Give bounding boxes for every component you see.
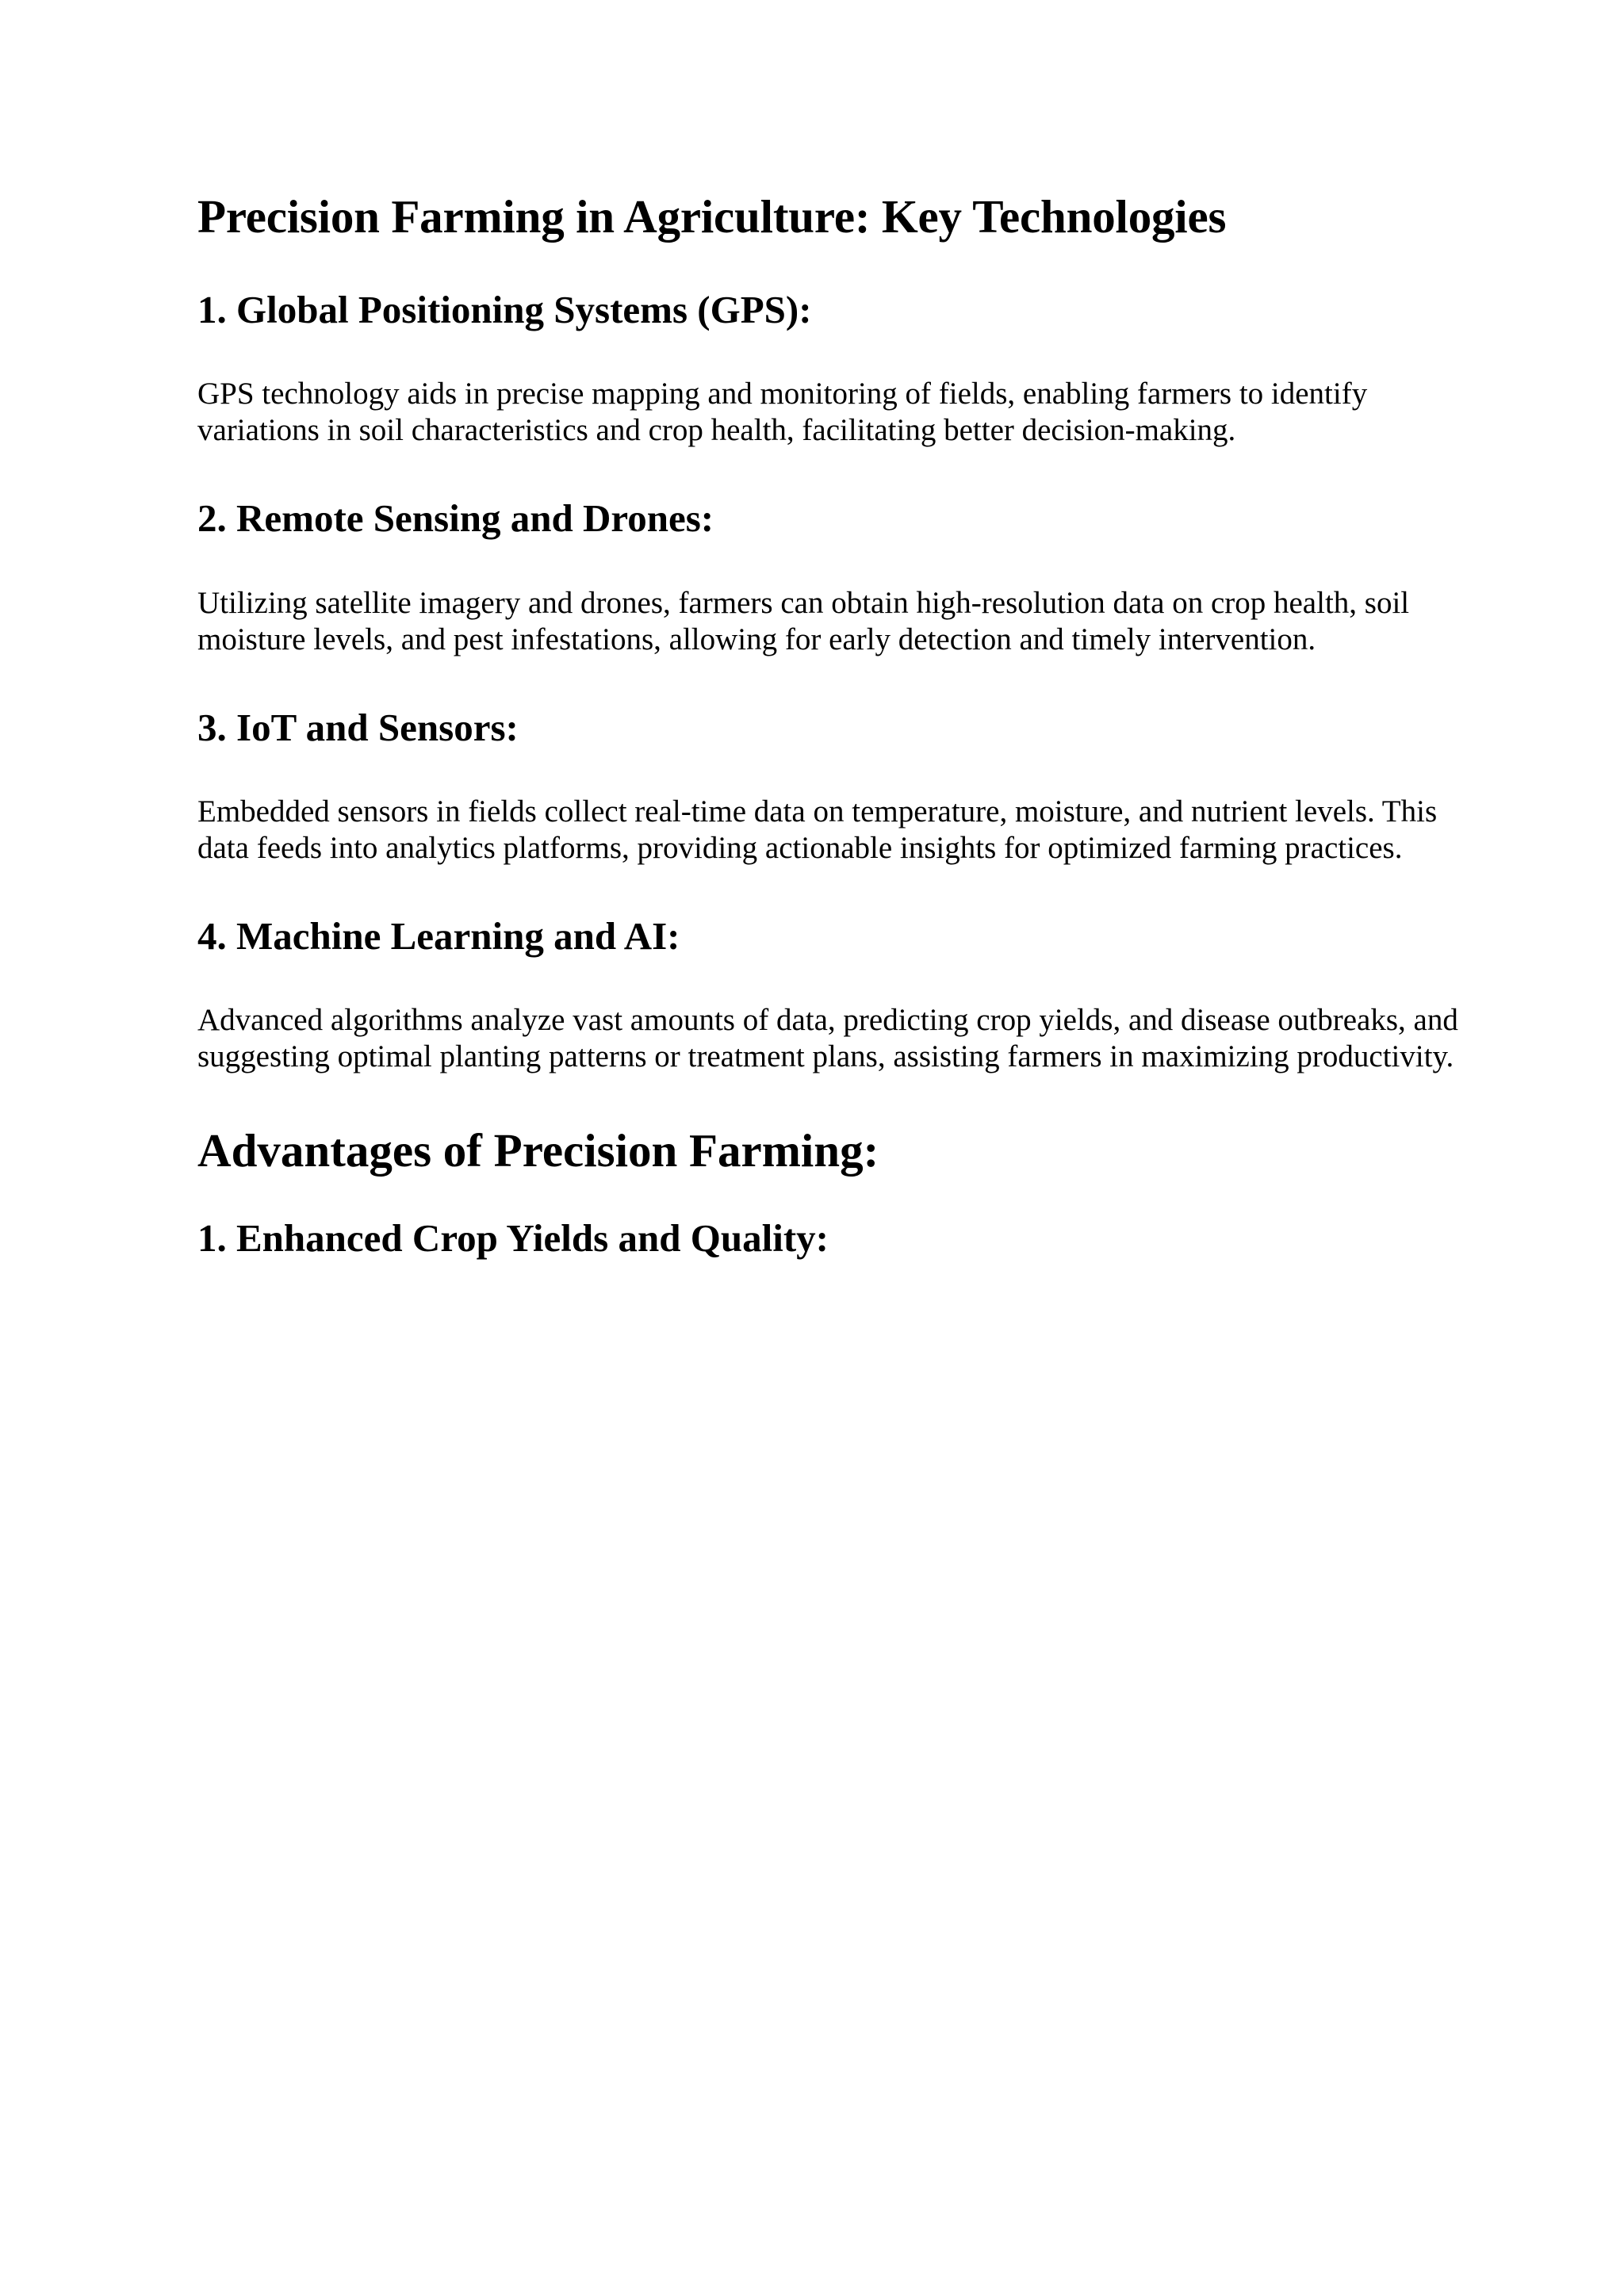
remote-sensing-paragraph: Utilizing satellite imagery and drones, farmers can obtain high-resolution data on crop health, soil moisture levels, and pest infestations, allowing for early detection and timely intervention.	[197, 585, 1410, 656]
enhanced-yields-heading: 1. Enhanced Crop Yields and Quality:	[197, 1216, 829, 1261]
advantages-heading: Advantages of Precision Farming:	[197, 1124, 879, 1177]
iot-sensors-heading: 3. IoT and Sensors:	[197, 705, 519, 749]
machine-learning-paragraph: Advanced algorithms analyze vast amounts of data, predicting crop yields, and disease outbreaks, and suggesting optimal planting patterns or treatment plans, assisting farmers in maximizing productivity.	[197, 1003, 1458, 1074]
document-title: Precision Farming in Agriculture: Key Technologies	[197, 190, 1227, 243]
machine-learning-heading: 4. Machine Learning and AI:	[197, 913, 680, 958]
gps-heading: 1. Global Positioning Systems (GPS):	[197, 287, 812, 331]
remote-sensing-heading: 2. Remote Sensing and Drones:	[197, 496, 714, 541]
gps-paragraph: GPS technology aids in precise mapping and monitoring of fields, enabling farmers to identify variations in soil characteristics and crop health, facilitating better decision-making.	[197, 377, 1368, 448]
iot-sensors-paragraph: Embedded sensors in fields collect real-time data on temperature, moisture, and nutrient levels. This data feeds into analytics platforms, providing actionable insights for optimized farming practices.	[197, 794, 1438, 865]
document-content	[197, 190, 1458, 1261]
